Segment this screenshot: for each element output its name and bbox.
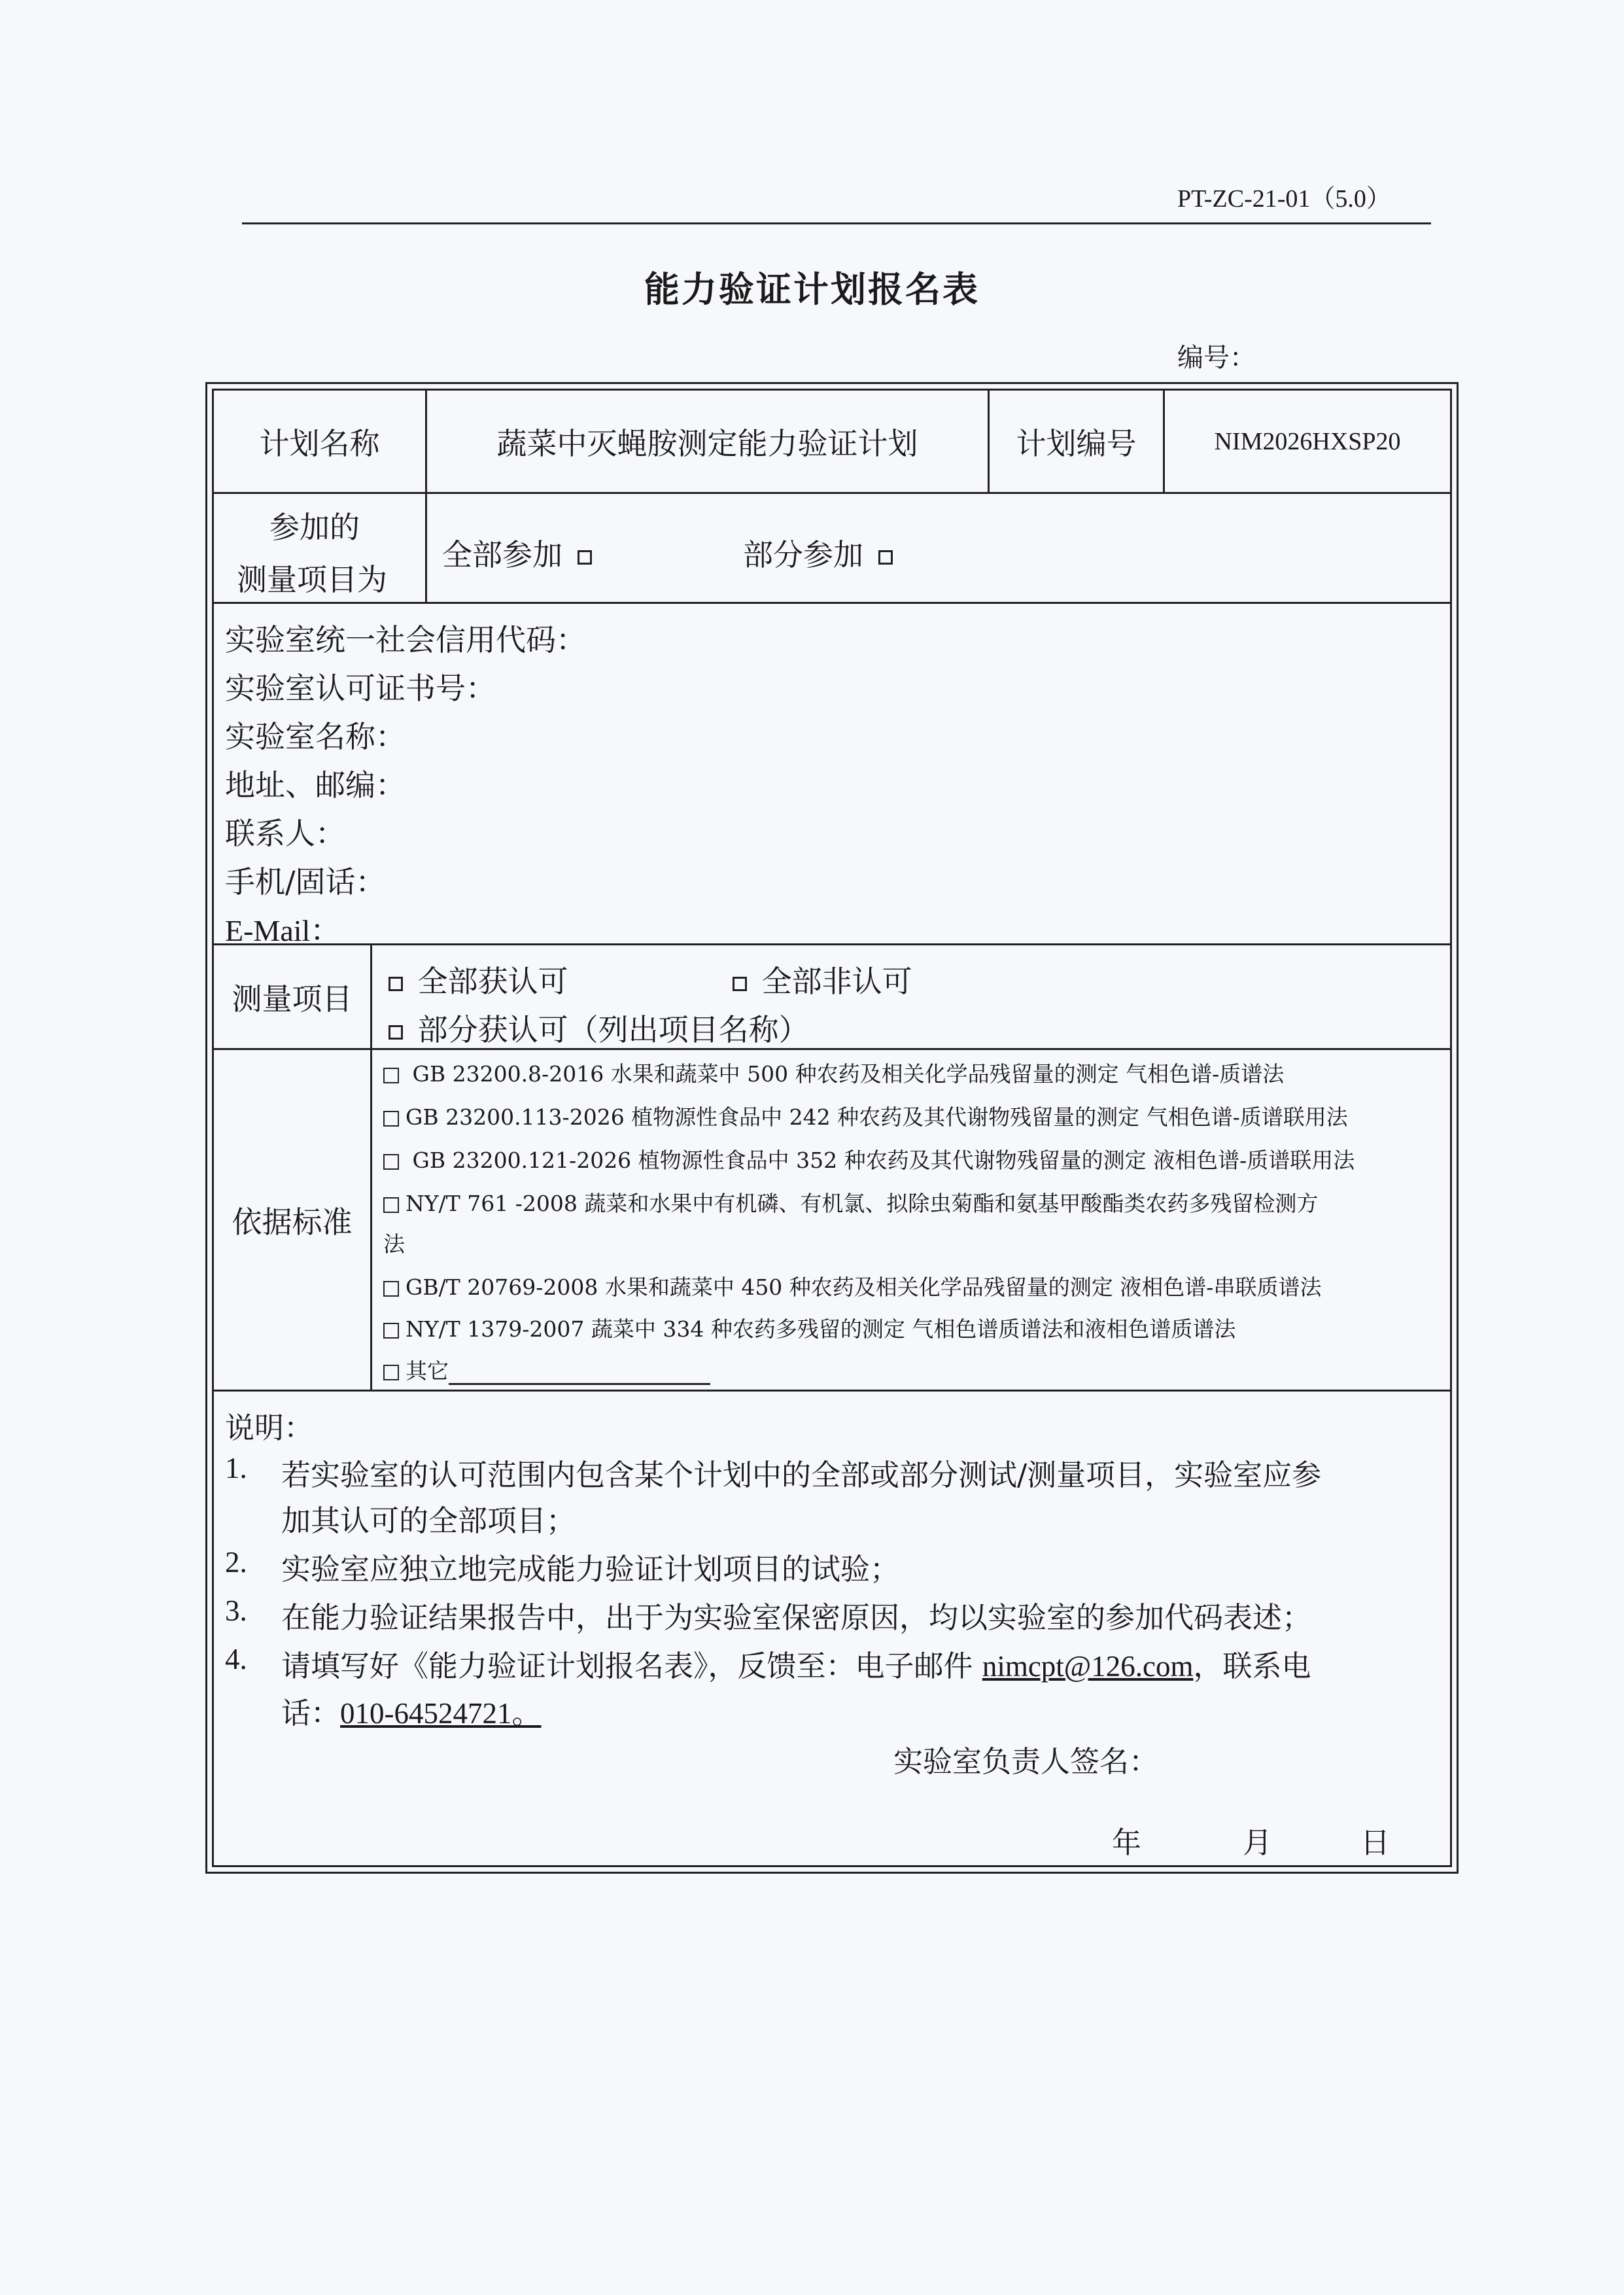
lab-cert-number-field[interactable]: 实验室认可证书号： (225, 671, 496, 706)
plan-code-label: 计划编号 (1016, 425, 1137, 461)
date-month-label: 月 (1243, 1825, 1273, 1860)
standard-checkbox[interactable] (383, 1068, 399, 1083)
signature-label: 实验室负责人签名： (893, 1744, 1159, 1779)
standard-other-input[interactable] (449, 1363, 710, 1385)
plan-code-value: NIM2026HXSP20 (1214, 427, 1401, 455)
measurement-partial-checkbox[interactable] (389, 1025, 403, 1040)
standard-item[interactable] (383, 1100, 1348, 1131)
lab-credit-code-field[interactable]: 实验室统一社会信用代码： (225, 622, 586, 657)
lab-name-field[interactable]: 实验室名称： (225, 719, 406, 754)
row-divider (212, 1390, 1452, 1392)
standard-item-text: GB/T 20769-2008 水果和蔬菜中 450 种农药及相关化学品残留量的测定 液相色谱-串联质谱法 (406, 1274, 1322, 1300)
standard-item-text: GB 23200.113-2026 植物源性食品中 242 种农药及其代谢物残留量的测定 气相色谱-质谱联用法 (406, 1104, 1348, 1130)
participation-label-line1: 参加的 (269, 510, 360, 545)
row-divider (212, 602, 1452, 604)
measurement-all-non-accredited-checkbox[interactable] (733, 977, 747, 991)
plan-name-label: 计划名称 (259, 425, 380, 461)
measurement-all-accredited-label: 全部获认可 (417, 964, 568, 999)
lab-email-field[interactable]: E-Mail： (225, 914, 341, 947)
date-year-label: 年 (1112, 1825, 1142, 1860)
participation-label-line2: 测量项目为 (237, 562, 387, 597)
serial-number-label: 编号： (1177, 343, 1256, 373)
row-divider (212, 492, 1452, 494)
standards-label: 依据标准 (232, 1204, 353, 1240)
participation-all-label: 全部参加 (442, 537, 562, 572)
note-text-continuation: 加其认可的全部项目； (281, 1503, 576, 1538)
standard-item-text: NY/T 761 -2008 蔬菜和水果中有机磷、有机氯、拟除虫菊酯和氨基甲酸酯类农药多残留检测方 (406, 1191, 1319, 1216)
participation-all-checkbox[interactable] (578, 550, 592, 565)
standard-item-text: NY/T 1379-2007 蔬菜中 334 种农药多残留的测定 气相色谱质谱法和液相色谱质谱法 (406, 1316, 1236, 1342)
measurement-label: 测量项目 (232, 981, 353, 1017)
row-divider (212, 943, 1452, 945)
note-text-part: 请填写好《能力验证计划报名表》，反馈至：电子邮件 (281, 1649, 982, 1683)
lab-address-field[interactable]: 地址、邮编： (225, 767, 406, 803)
measurement-all-non-accredited-label: 全部非认可 (761, 964, 912, 999)
form-title: 能力验证计划报名表 (644, 269, 980, 310)
standard-checkbox[interactable] (383, 1323, 399, 1339)
standard-item-continuation: 法 (383, 1231, 405, 1257)
measurement-all-non-accredited-option[interactable] (727, 958, 912, 1001)
measurement-all-accredited-checkbox[interactable] (389, 977, 403, 991)
standard-item[interactable] (383, 1312, 1235, 1343)
note-number: 3. (225, 1594, 247, 1627)
lab-phone-field[interactable]: 手机/固话： (225, 864, 386, 900)
note-number: 2. (225, 1546, 247, 1579)
note-text (281, 1642, 1311, 1685)
participation-partial-option[interactable] (743, 531, 898, 574)
standard-item[interactable] (383, 1270, 1321, 1301)
participation-partial-label: 部分参加 (743, 537, 863, 572)
measurement-partial-label: 部分获认可（列出项目名称） (417, 1012, 809, 1047)
document-code: PT-ZC-21-01（5.0） (1177, 185, 1391, 213)
measurement-all-accredited-option[interactable] (383, 958, 568, 1001)
note-number: 1. (225, 1452, 247, 1484)
feedback-email-link[interactable]: nimcpt@126.com (982, 1650, 1194, 1683)
note-number: 4. (225, 1643, 247, 1675)
standard-checkbox[interactable] (383, 1197, 399, 1213)
standard-other-label: 其它 (406, 1358, 449, 1384)
lab-contact-field[interactable]: 联系人： (225, 816, 345, 851)
standard-item-other[interactable] (383, 1354, 710, 1385)
participation-partial-checkbox[interactable] (878, 550, 893, 565)
note-text-part: ，联系电 (1193, 1649, 1311, 1683)
standard-item[interactable] (383, 1187, 1318, 1218)
standard-checkbox[interactable] (383, 1281, 399, 1297)
note-text: 实验室应独立地完成能力验证计划项目的试验； (281, 1552, 900, 1586)
standard-checkbox[interactable] (383, 1365, 399, 1380)
column-divider (370, 943, 372, 1390)
standard-item[interactable] (383, 1144, 1355, 1174)
date-day-label: 日 (1360, 1825, 1391, 1860)
measurement-partial-option[interactable] (383, 1006, 809, 1049)
standard-checkbox[interactable] (383, 1111, 399, 1127)
standard-item[interactable] (383, 1057, 1284, 1088)
plan-name-value: 蔬菜中灭蝇胺测定能力验证计划 (496, 425, 918, 461)
participation-all-option[interactable] (442, 531, 597, 574)
standard-item-text: GB 23200.121-2026 植物源性食品中 352 种农药及其代谢物残留量的测定 液相色谱-质谱联用法 (406, 1148, 1355, 1173)
note-text-continuation (281, 1689, 542, 1732)
note-text: 在能力验证结果报告中，出于为实验室保密原因，均以实验室的参加代码表述； (281, 1600, 1312, 1635)
header-rule (242, 222, 1431, 224)
contact-phone: 010-64524721。 (340, 1697, 542, 1730)
note-text-part: 话： (281, 1696, 341, 1730)
standard-item-text: GB 23200.8-2016 水果和蔬菜中 500 种农药及相关化学品残留量的测定 气相色谱-质谱法 (406, 1061, 1285, 1087)
standard-checkbox[interactable] (383, 1154, 399, 1170)
note-text: 若实验室的认可范围内包含某个计划中的全部或部分测试/测量项目，实验室应参 (281, 1458, 1322, 1492)
notes-heading: 说明： (225, 1410, 314, 1445)
